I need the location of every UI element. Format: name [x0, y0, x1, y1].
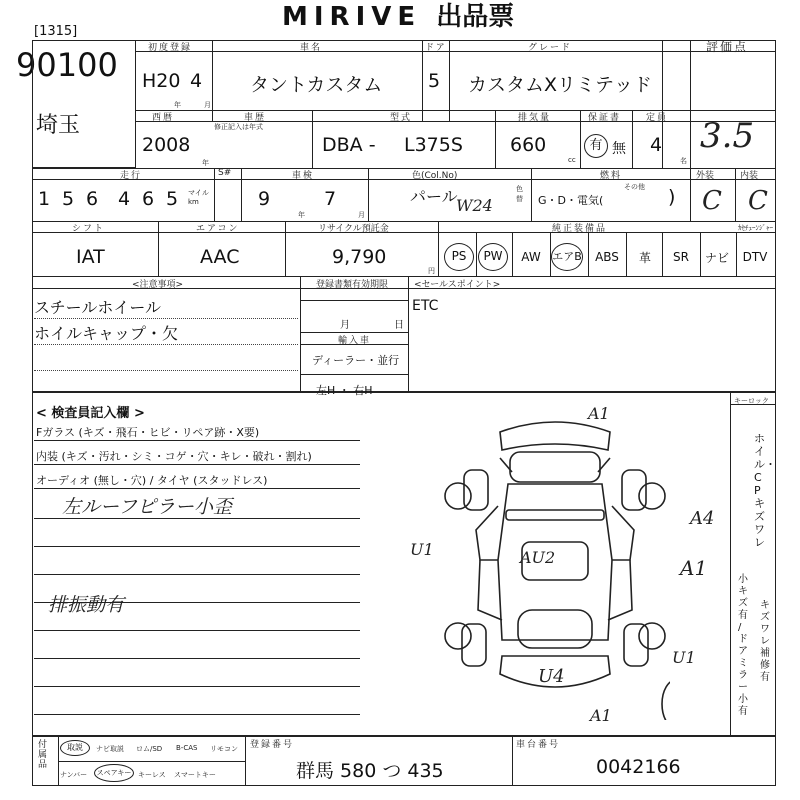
- grade: カスタムXリミテッド: [468, 74, 653, 96]
- color-code: W24: [456, 196, 493, 215]
- equip-airbag: エアB: [550, 242, 584, 272]
- first-reg-era: H20: [142, 70, 181, 92]
- exterior-grade: C: [702, 186, 722, 216]
- acc-number: ナンバー: [60, 771, 88, 779]
- acc-remote: リモコン: [210, 745, 238, 753]
- damage-rear-right: U1: [672, 648, 696, 667]
- side-legend-col1: ホイル・CP キズ ワレ: [754, 432, 776, 549]
- equip-dtv: DTV: [742, 250, 768, 264]
- damage-hood: AU2: [520, 548, 556, 567]
- damage-front-right: A4: [690, 508, 715, 529]
- sales-point: ETC: [412, 298, 439, 314]
- mileage-digit-3: 6: [86, 188, 99, 210]
- region: 埼玉: [36, 113, 81, 138]
- label-accessories: 付属品: [38, 740, 48, 770]
- damage-right: A1: [680, 556, 708, 580]
- acc-smart-key: スマートキー: [174, 771, 216, 779]
- inspection-year: 9: [258, 188, 271, 210]
- label-import: 輸入車: [338, 336, 372, 346]
- label-sw: S#: [218, 168, 232, 178]
- label-western-year: 西暦: [152, 113, 175, 123]
- equip-sr: SR: [673, 250, 689, 264]
- mileage-digit-2: 5: [62, 188, 75, 210]
- label-fuel: 燃料: [600, 171, 623, 181]
- side-legend-col2: 小キズ 有 / ドアミラー 小 有: [738, 574, 748, 717]
- brand-title: [282, 0, 514, 33]
- acc-navi-manual: ナビ取説: [96, 745, 124, 753]
- reg-day: 日: [394, 320, 404, 331]
- inspection-year-suffix: 年: [298, 211, 305, 219]
- eval-score: 3.5: [700, 116, 755, 156]
- label-model: 型式: [390, 113, 413, 123]
- handwritten-note-1: 左ルーフピラー小歪: [62, 496, 233, 518]
- label-reg-number: 登録番号: [250, 740, 295, 750]
- label-recycle: リサイクル預託金: [318, 224, 389, 234]
- car-name: タントカスタム: [250, 74, 383, 96]
- label-doors: ドア: [425, 43, 447, 53]
- equip-navi: ナビ: [704, 250, 729, 265]
- label-shift: シフト: [72, 224, 106, 234]
- label-mileage: 走行: [120, 171, 143, 181]
- label-cassette: ｶｾﾁｪｰﾝｼﾞｬｰ: [738, 224, 773, 232]
- warranty-no: 無: [612, 141, 626, 157]
- shift-value: IAT: [76, 246, 105, 268]
- lot-box-divider: [32, 40, 136, 168]
- label-sales-point: <セールスポイント>: [414, 280, 501, 290]
- equip-ps: PS: [442, 242, 476, 272]
- fuel-close-paren: ): [668, 186, 676, 208]
- mileage-digit-5: 6: [142, 188, 155, 210]
- label-warranty: 保証書: [588, 113, 622, 123]
- note-line-2: ホイルキャップ・欠: [34, 324, 179, 343]
- label-first-reg: 初度登録: [148, 43, 193, 53]
- year-type-note: 修正記入は年式: [214, 123, 263, 131]
- label-inspection: 車検: [292, 171, 315, 181]
- dealer-option: ディーラー・並行: [312, 354, 400, 367]
- first-reg-month: 4: [190, 70, 203, 92]
- color-name: パール: [410, 187, 458, 206]
- handwritten-note-2: 排振動有: [48, 594, 125, 616]
- label-color: 色(Col.No): [412, 171, 458, 181]
- lot-number: 90100: [16, 46, 118, 84]
- acc-bcas: B-CAS: [176, 744, 198, 752]
- label-notes: <注意事項>: [132, 280, 184, 290]
- drive-option: 左H ・ 右H: [316, 384, 373, 397]
- note-line-1: スチールホイール: [34, 298, 162, 317]
- damage-left: U1: [410, 540, 434, 559]
- mileage-digit-4: 4: [118, 188, 131, 210]
- acc-manual: 取説: [60, 740, 90, 756]
- mileage-unit: マイル km: [188, 189, 209, 206]
- label-exterior: 外装: [696, 171, 715, 181]
- acc-rom: ロム/SD: [136, 745, 163, 753]
- label-chassis: 車台番号: [516, 740, 561, 750]
- inspector-line-3: オーディオ (無し・穴) / タイヤ (スタッドレス): [36, 474, 268, 487]
- recycle-fee: 9,790: [332, 246, 387, 268]
- interior-grade: C: [748, 186, 768, 216]
- acc-keyless: キーレス: [138, 771, 166, 779]
- model-code: L375S: [404, 134, 463, 156]
- first-reg-month-suffix: 月: [204, 101, 211, 109]
- label-aircon: エアコン: [196, 224, 240, 234]
- recycle-yen: 円: [428, 267, 435, 275]
- first-reg-year-suffix: 年: [174, 101, 181, 109]
- damage-rear-panel: U4: [538, 666, 565, 687]
- western-year-suffix: 年: [202, 159, 209, 167]
- label-car-name: 車名: [300, 43, 323, 53]
- equip-aw: AW: [521, 250, 541, 264]
- damage-rear: A1: [590, 706, 612, 725]
- label-reg-expiry: 登録書類有効期限: [316, 280, 389, 290]
- chassis-number: 0042166: [596, 756, 681, 778]
- inspector-line-1: Fガラス (キズ・飛石・ヒビ・リペア跡・X要): [36, 426, 260, 439]
- capacity: 4: [650, 134, 663, 156]
- acc-spare-key: スペアキー: [94, 764, 134, 782]
- label-keylock: キーロック: [734, 397, 769, 405]
- label-equipment: 純正装備品: [552, 224, 608, 234]
- model-prefix: DBA -: [322, 134, 376, 156]
- cc-unit: cc: [568, 156, 576, 164]
- color-change-label: 色替: [516, 185, 523, 203]
- western-year: 2008: [142, 134, 191, 156]
- side-legend-col3: キズ ワレ 補修有: [760, 600, 770, 683]
- aircon-value: AAC: [200, 246, 240, 268]
- inspection-month: 7: [324, 188, 337, 210]
- registration-number: 群馬 580 つ 435: [296, 760, 444, 782]
- label-displacement: 排気量: [518, 113, 552, 123]
- label-inspector: < 検査員記入欄 >: [36, 406, 145, 421]
- doors: 5: [428, 70, 441, 92]
- label-grade: グレード: [528, 43, 573, 53]
- equip-abs: ABS: [595, 250, 619, 264]
- inspection-month-suffix: 月: [358, 211, 365, 219]
- lot-code: [1315]: [34, 24, 78, 39]
- capacity-unit: 名: [680, 157, 687, 165]
- equip-pw: PW: [476, 242, 510, 272]
- fuel-options: G・D・電気(: [538, 194, 604, 207]
- fuel-other: その他: [624, 183, 645, 191]
- inspector-line-2: 内装 (キズ・汚れ・シミ・コゲ・穴・キレ・破れ・割れ): [36, 450, 312, 463]
- equip-leather: 革: [638, 250, 651, 265]
- label-year-type: 車歴: [244, 113, 267, 123]
- sheet-title: 出品票: [436, 2, 515, 32]
- label-interior: 内装: [740, 171, 759, 181]
- mileage-digit-1: 1: [38, 188, 51, 210]
- damage-front: A1: [588, 404, 610, 423]
- displacement: 660: [510, 134, 547, 156]
- label-eval-points: 評価点: [706, 40, 749, 54]
- label-capacity: 定員: [646, 113, 669, 123]
- warranty-yes: 有: [584, 134, 608, 158]
- reg-month: 月: [340, 320, 350, 331]
- mileage-digit-6: 5: [166, 188, 179, 210]
- brand-name: MIRIVE: [282, 2, 422, 32]
